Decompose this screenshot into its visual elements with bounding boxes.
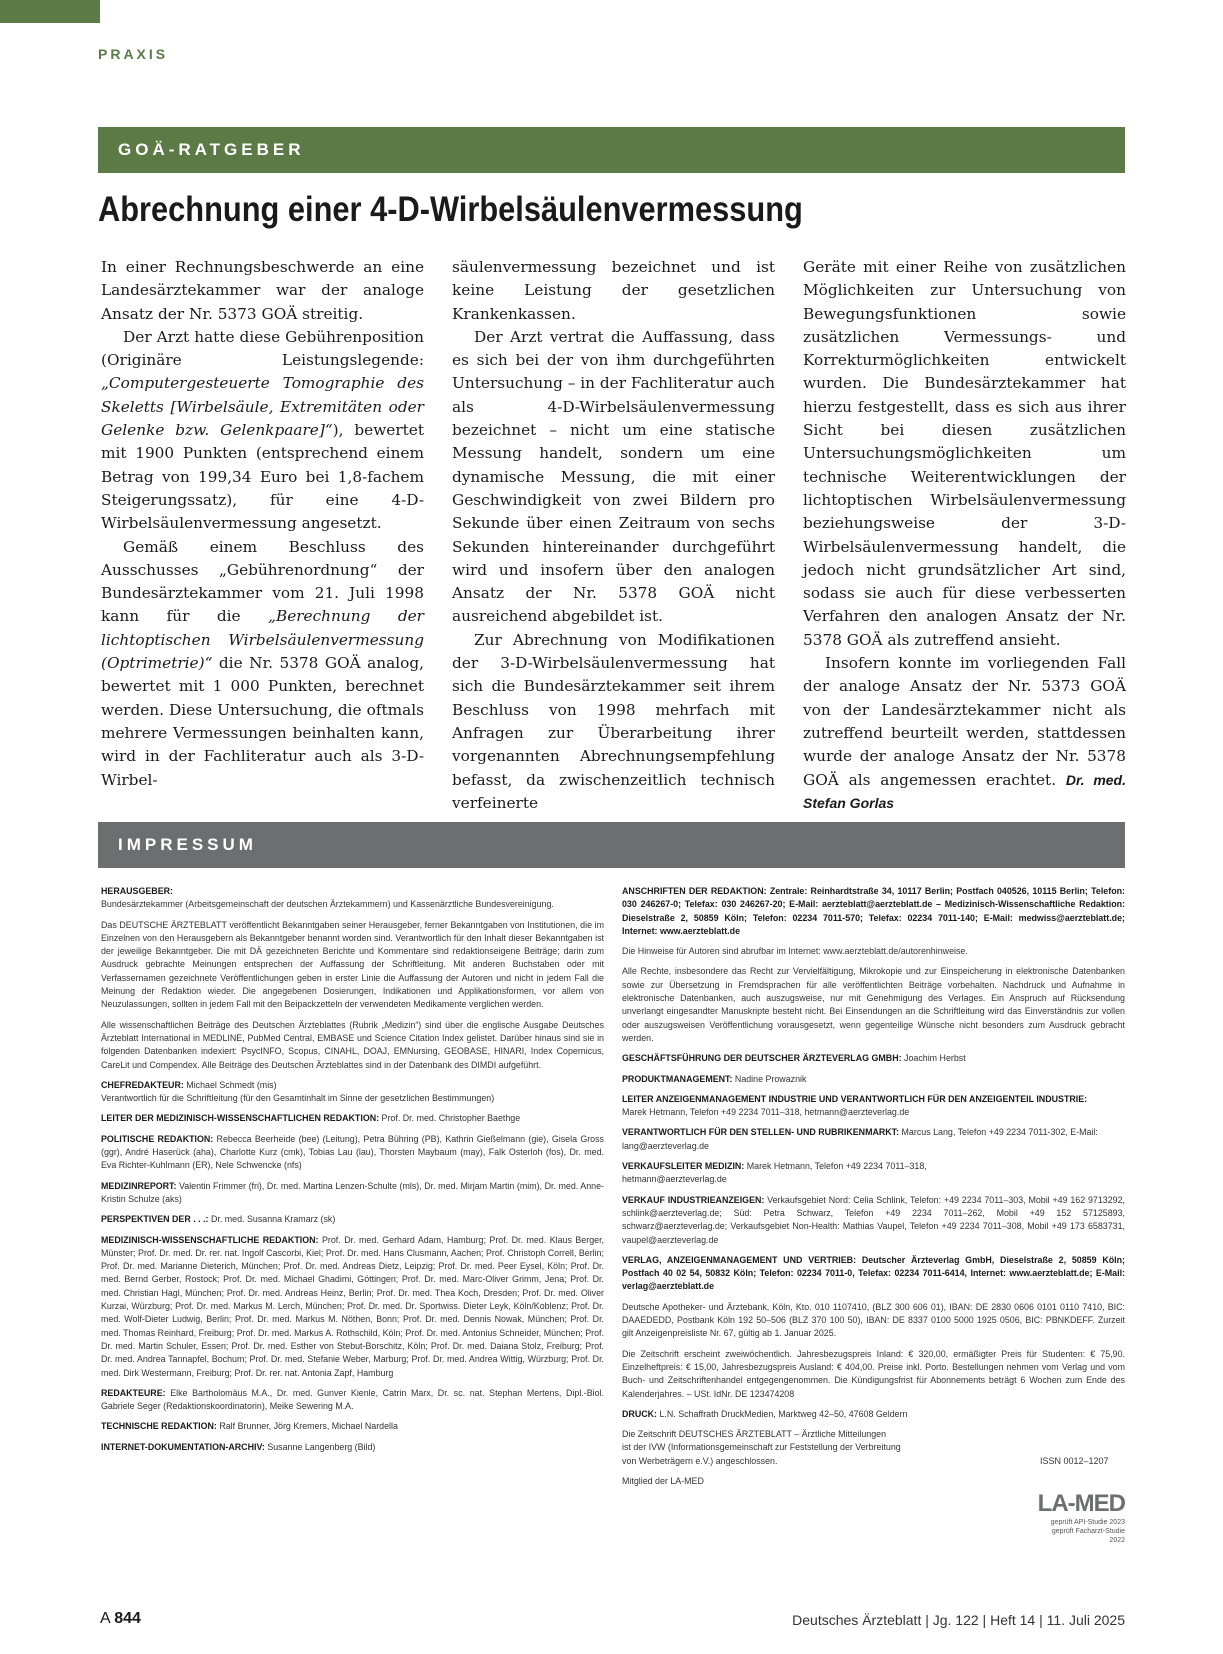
journal-info: Deutsches Ärzteblatt | Jg. 122 | Heft 14 | 11. Juli 2025 [792,1612,1125,1628]
impressum-text: POLITISCHE REDAKTION: Rebecca Beerheide (bee) (Leitung), Petra Bühring (PB), Kathrin Gießelmann (gie), Gisela Gross (ggr), André Haserück (aha), Charlotte Kurz (cmk), Tobias Lau (lau), Thorsten Maybaum (may), Falk Osterloh (fos), Dr. med. Eva Richter-Kuhlmann (ER), Nele Schwencke (nfs) [101,1133,604,1171]
impressum-text: MEDIZINREPORT: Valentin Frimmer (fri), Dr. med. Martina Lenzen-Schulte (mls), Dr. med. Mirjam Martin (mim), Dr. med. Anne-Kristin Schulze (aks) [101,1180,604,1204]
impressum-block: Mitglied der LA-MED [622,1475,704,1486]
paragraph: Gemäß einem Beschluss des Ausschusses „Gebührenordnung“ der Bundesärztekammer vom 21. Juli 1998 kann für die „Berechnung der lichtoptischen Wirbelsäulenvermessung (Optrimetrie)“ die Nr. 5378 GOÄ analog, bewertet mit 1 000 Punkten, berechnet werden. Diese Untersuchung, die oftmals mehrere Vermessungen beinhalten kann, wird in der Fachliteratur auch als 3-D-Wirbel- [101,537,424,789]
impressum-block: VERANTWORTLICH FÜR DEN STELLEN- UND RUBRIKENMARKT: Marcus Lang, Telefon +49 2234 7011-302, E-Mail: lang@aerzteverlag.de [622,1127,1098,1151]
paragraph: Insofern konnte im vorliegenden Fall der analoge Ansatz der Nr. 5373 GOÄ von der Landesärztekammer nicht als zutreffend beurteilt werden, stattdessen wurde der analoge Ansatz der Nr. 5378 GOÄ als angemessen erachtet. Dr. med. Stefan Gorlas [803,654,1126,811]
section-label: PRAXIS [98,46,169,62]
la-med-line-1: geprüft API-Studie 2023 [1050,1519,1125,1526]
impressum-text: VERLAG, ANZEIGENMANAGEMENT UND VERTRIEB: Deutscher Ärzteverlag GmbH, Dieselstraße 2, 50859 Köln; Postfach 40 02 54, 50832 Köln; Telefon: 02234 7011-0, Telefax: 02234 7011-6414, Internet: www.aerzteblatt.de; E-Mail: verlag@aerzteblatt.de [622,1254,1125,1292]
impressum-column-1 [101,885,604,1461]
la-med-line-2: geprüft Facharzt-Studie 2022 [1051,1528,1125,1544]
impressum-block: INTERNET-DOKUMENTATION-ARCHIV: Susanne Langenberg (Bild) [101,1441,376,1452]
article-column-3 [803,256,1126,815]
impressum-block: LEITER ANZEIGENMANAGEMENT INDUSTRIE UND VERANTWORTLICH FÜR DEN ANZEIGENTEIL INDUSTRIE: Marek Hetmann, Telefon +49 2234 7011–318, hetmann@aerzteverlag.de [622,1093,1088,1118]
article-column-1 [101,256,424,792]
goae-ratgeber-band: GOÄ-RATGEBER [98,127,1125,173]
impressum-block: LEITER DER MEDIZINISCH-WISSENSCHAFTLICHEN REDAKTION: Prof. Dr. med. Christopher Baethge [101,1113,521,1124]
impressum-text: Das DEUTSCHE ÄRZTEBLATT veröffentlicht Bekanntgaben seiner Herausgeber, ferner Bekanntgaben von Institutionen, die im Einzelnen von den Herausgebern als Bekanntgeber benannt worden sind. Verantwortlich für den Inhalt dieser Bekanntgaben ist der jeweilige Bekanntgeber. Die mit DÄ gezeichneten Berichte und Kommentare sind redaktionseigene Beiträge; darin zum Ausdruck gebrachte Meinungen entsprechen der Auffassung der Schriftleitung. Mit anderen Buchstaben oder mit Verfassernamen gezeichnete Veröffentlichungen geben in erster Linie die Auffassung der Autoren und nicht in jedem Fall die Meinung der Redaktion wieder. Die angegebenen Dosierungen, Indikationen und Applikationsformen, vor allem von Neuzulassungen, sollten in jedem Fall mit den Beipackzetteln der verwendeten Medikamente verglichen werden. [101,919,604,1010]
la-med-logo: LA-MED [1037,1490,1125,1517]
impressum-block: PRODUKTMANAGEMENT: Nadine Prowaznik [622,1073,807,1084]
paragraph: Der Arzt hatte diese Gebührenposition (Originäre Leistungslegende: „Computergesteuerte Tomographie des Skeletts [Wirbelsäule, Extremitäten oder Gelenke bzw. Gelenkpaare]“), bewertet mit 1900 Punkten (entsprechend einem Betrag von 199,34 Euro bei 1,8-fachem Steigerungssatz), für eine 4-D-Wirbelsäulenvermessung angesetzt. [101,327,425,533]
impressum-text: Alle Rechte, insbesondere das Recht zur Vervielfältigung, Mikrokopie und zur Einspeicherung in elektronische Datenbanken sowie zur Übersetzung in Fremdsprachen für alle veröffentlichten Beiträge vorbehalten. Nachdruck und Aufnahme in elektronische Datenbanken, auch auszugsweise, nur mit Genehmigung des Verlages. Ein Anspruch auf Rücksendung unverlangt eingesandter Manuskripte besteht nicht. Bei Einsendungen an die Schriftleitung wird das Einverständnis zur vollen oder auszugsweisen Veröffentlichung vorausgesetzt, wenn gegenteilige Wünsche nicht besonders zum Ausdruck gebracht werden. [622,966,1125,1043]
impressum-block: VERKAUFSLEITER MEDIZIN: Marek Hetmann, Telefon +49 2234 7011–318, hetmann@aerzteverlag.de [622,1161,927,1185]
impressum-text: VERKAUF INDUSTRIEANZEIGEN: Verkaufsgebiet Nord: Celia Schlink, Telefon: +49 2234 7011–303, Mobil +49 162 9713292, schlink@aerzteverlag.de; Süd: Petra Schwarz, Telefon +49 2234 7011–262, Mobil +49 152 57125893, schwarz@aerzteverlag.de; Verkaufsgebiet Non-Health: Mathias Vaupel, Telefon +49 2234 7011–308, Mobil +49 173 6583731, vaupel@aerzteverlag.de [622,1194,1125,1245]
paragraph: In einer Rechnungsbeschwerde an eine Landesärztekammer war der analoge Ansatz der Nr. 5373 GOÄ streitig. [101,258,424,323]
la-med-seal [1035,1490,1125,1545]
paragraph: säulenvermessung bezeichnet und ist keine Leistung der gesetzlichen Krankenkassen. [452,258,775,323]
impressum-text: Deutsche Apotheker- und Ärztebank, Köln, Kto. 010 1107410, (BLZ 300 606 01), IBAN: DE 2830 0606 0101 0110 7410, BIC: DAAEDEDD, Postbank Köln 192 50–506 (BLZ 370 100 50), IBAN: DE 8337 0100 5000 1925 0506, BIC: PBNKDEFF. Zurzeit gilt Anzeigenpreisliste Nr. 67, gültig ab 1. Januar 2025. [622,1301,1125,1339]
paragraph: Zur Abrechnung von Modifikationen der 3-D-Wirbelsäulenvermessung hat sich die Bundesärztekammer seit ihrem Beschluss von 1998 mehrfach mit Anfragen zur Überarbeitung ihrer vorgenannten Abrechnungsempfehlung befasst, da zwischenzeitlich technisch verfeinerte [452,630,775,812]
impressum-column-2 [622,885,1125,1488]
impressum-text: Alle wissenschaftlichen Beiträge des Deutschen Ärzteblattes (Rubrik „Medizin“) sind über die englische Ausgabe Deutsches Ärzteblatt International in MEDLINE, PubMed Central, EMBASE und Science Citation Index gelistet. Darüber hinaus sind sie in folgenden Datenbanken indexiert: PsycINFO, Scopus, CINAHL, DOAJ, EMNursing, GEOBASE, HINARI, Index Copernicus, CareLit und Compendex. Alle Beiträge des Deutschen Ärzteblattes sind in der Datenbank des DIMDI aufgeführt. [101,1019,604,1070]
author-signature: Dr. med. Stefan Gorlas [803,771,1126,811]
impressum-text: MEDIZINISCH-WISSENSCHAFTLICHE REDAKTION: Prof. Dr. med. Gerhard Adam, Hamburg; Prof. Dr. med. Klaus Berger, Münster; Prof. Dr. med. Dr. rer. nat. Ingolf Cascorbi, Kiel; Prof. Dr. med. Hans Clusmann, Aachen; Prof. Christoph Correll, Berlin; Prof. Dr. med. Marianne Dieterich, München; Prof. Dr. med. Andreas Dietz, Leipzig; Prof. Dr. med. Peer Eysel, Köln; Prof. Dr. med. Bernd Gerber, Rostock; Prof. Dr. med. Michael Ghadimi, Göttingen; Prof. Dr. med. Marc-Oliver Grimm, Jena; Prof. Dr. med. Christian Hagl, München; Prof. Dr. med. Andreas Heinz, Berlin; Prof. Dr. med. Thea Koch, Dresden; Prof. Dr. med. Oliver Kurzai, Würzburg; Prof. Dr. med. Markus M. Lerch, München; Prof. Dr. med. Dr. Sportwiss. Dieter Leyk, Köln/Koblenz; Prof. Dr. med. Wolf-Dieter Ludwig, Berlin; Prof. Dr. med. Markus M. Nöthen, Bonn; Prof. Dr. med. Dennis Nowak, München; Prof. Dr. med. Thomas Reinhard, Freiburg; Prof. Dr. med. Markus A. Rothschild, Köln; Prof. Dr. med. Antonius Schneider, München; Prof. Dr. med. Martin Schuler, Essen; Prof. Dr. med. Esther von Stebut-Borschitz, Köln; Prof. Dr. med. Daiana Stolz, Freiburg; Prof. Dr. med. Andrea Tannapfel, Bochum; Prof. Dr. med. Stefanie Weber, Marburg; Prof. Dr. med. Andrea Wittig, Würzburg; Prof. Dr. med. Dirk Westermann, Freiburg; Prof. Dr. rer. nat. Antonia Zapf, Hamburg [101,1234,605,1378]
impressum-block: PERSPEKTIVEN DER . . .: Dr. med. Susanna Kramarz (sk) [101,1214,336,1225]
paragraph: Geräte mit einer Reihe von zusätzlichen Möglichkeiten zur Untersuchung von Bewegungsfunktionen sowie zusätzlichen Vermessungs- und Korrekturmöglichkeiten entwickelt wurden. Die Bundesärztekammer hat hierzu festgestellt, dass es sich aus ihrer Sicht bei diesen zusätzlichen Untersuchungsmöglichkeiten um technische Weiterentwicklungen der lichtoptischen Wirbelsäulenvermessung beziehungsweise der 3-D-Wirbelsäulenvermessung handelt, die jedoch nicht grundsätzlicher Art sind, sodass sie auch für diese verbesserten Verfahren den analogen Ansatz der Nr. 5378 GOÄ als zutreffend ansieht. [803,258,1126,649]
impressum-text: Die Hinweise für Autoren sind abrufbar im Internet: www.aerzteblatt.de/autorenhinweise. [622,946,968,957]
impressum-text: Die Zeitschrift erscheint zweiwöchentlich. Jahresbezugspreis Inland: € 320,00, ermäßigter Preis für Studenten: € 75,90. Einzelheftpreis: € 15,00, Jahresbezugspreis Ausland: € 404,00. Preise inkl. Porto. Bestellungen nehmen vom Verlag und vom Buch- und Zeitschriftenhandel entgegengenommen. Die Kündigungsfrist für Abonnements beträgt 6 Wochen zum Ende des Kalenderjahres. – USt. IdNr. DE 123474208 [622,1348,1125,1399]
issn-number: ISSN 0012–1207 [1040,1456,1109,1466]
impressum-block: DRUCK: L.N. Schaffrath DruckMedien, Marktweg 42–50, 47608 Geldern [622,1408,908,1419]
article-column-2 [452,256,775,815]
impressum-block: CHEFREDAKTEUR: Michael Schmedt (mis) Verantwortlich für die Schriftleitung (für den Gesamtinhalt im Sinne der gesetzlichen Bestimmungen) [101,1079,495,1104]
impressum-block: TECHNISCHE REDAKTION: Ralf Brunner, Jörg Kremers, Michael Nardella [101,1421,398,1432]
color-tab [0,0,100,23]
impressum-block: Die Zeitschrift DEUTSCHES ÄRZTEBLATT – Ärztliche Mitteilungen ist der IVW (Informationsgemeinschaft zur Feststellung der Verbreitung von Werbeträgern e.V.) angeschlossen. [622,1429,901,1466]
impressum-block: GESCHÄFTSFÜHRUNG DER DEUTSCHER ÄRZTEVERLAG GMBH: Joachim Herbst [622,1053,966,1064]
article-title: Abrechnung einer 4-D-Wirbelsäulenvermessung [98,190,803,229]
impressum-text: REDAKTEURE: Elke Bartholomäus M.A., Dr. med. Gunver Kienle, Catrin Marx, Dr. sc. nat. Stephan Mertens, Dipl.-Biol. Gabriele Seger (Redaktionskoordinatorin), Meike Sewering M.A. [101,1387,604,1412]
paragraph: Der Arzt vertrat die Auffassung, dass es sich bei der von ihm durchgeführten Untersuchung – in der Fachliteratur auch als 4-D-Wirbelsäulenvermessung bezeichnet – nicht um eine statische Messung handelt, sondern um eine dynamische Messung, die mit einer Geschwindigkeit von zwei Bildern pro Sekunde über einen Zeitraum von sechs Sekunden hintereinander durchgeführt wird und insofern über den analogen Ansatz der Nr. 5378 GOÄ nicht ausreichend abgebildet ist. [452,327,775,626]
impressum-text: ANSCHRIFTEN DER REDAKTION: Zentrale: Reinhardtstraße 34, 10117 Berlin; Postfach 040526, 10115 Berlin; Telefon: 030 246267-0; Telefax: 030 246267-20; E-Mail: aerzteblatt@aerzteblatt.de – Medizinisch-Wissenschaftliche Redaktion: Dieselstraße 2, 50859 Köln; Telefon: 02234 7011-570; Telefax: 02234 7011-140; E-Mail: medwiss@aerzteblatt.de; Internet: www.aerzteblatt.de [622,886,1125,936]
impressum-block: HERAUSGEBER: Bundesärztekammer (Arbeitsgemeinschaft der deutschen Ärztekammern) und Kassenärztliche Bundesvereinigung. [101,886,554,910]
impressum-band: IMPRESSUM [98,822,1125,868]
page-number: A 844 [100,1610,141,1627]
